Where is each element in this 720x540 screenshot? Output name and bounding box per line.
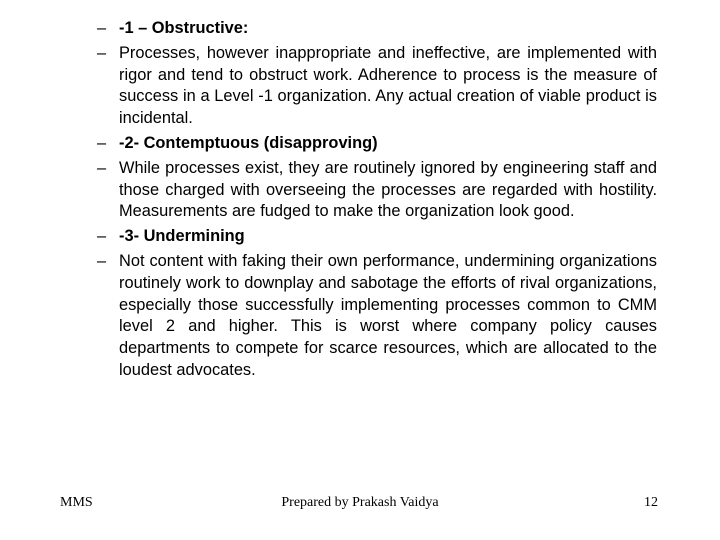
dash-bullet-marker: – — [97, 43, 107, 62]
bullet-text: While processes exist, they are routinely ignored by engineering staff and those charged with overseeing the processes are regarded with hostility. Measurements are fudged to make the organization look good. — [119, 158, 657, 221]
bullet-text: Processes, however inappropriate and ineffective, are implemented with rigor and tend to obstruct work. Adherence to process is the measure of success in a Level -1 organization. Any actual creation of viable product is incidental. — [119, 43, 657, 128]
bullet-text: Not content with faking their own performance, undermining organizations routinely work to downplay and sabotage the efforts of rival organizations, especially those successfully implementing processes common to CMM level 2 and higher. This is worst where company policy causes departments to compete for scarce resources, which are allocated to the loudest advocates. — [119, 251, 657, 379]
bullet-text: -2- Contemptuous (disapproving) — [119, 133, 378, 152]
footer-author: Prepared by Prakash Vaidya — [281, 495, 439, 510]
slide-body — [97, 18, 657, 385]
page-number: 12 — [644, 495, 658, 510]
bullet-undermining-description — [97, 251, 657, 382]
dash-bullet-marker: – — [97, 251, 107, 270]
bullet-contemptuous-description — [97, 158, 657, 223]
bullet-obstructive-description — [97, 43, 657, 130]
dash-bullet-marker: – — [97, 158, 107, 177]
dash-bullet-marker: – — [97, 19, 107, 37]
footer-left-label: MMS — [60, 495, 93, 510]
bullet-contemptuous-heading — [97, 133, 657, 155]
bullet-obstructive-heading — [97, 18, 657, 40]
bullet-text: -3- Undermining — [119, 227, 245, 246]
bullet-undermining-heading — [97, 226, 657, 248]
bullet-text: -1 – Obstructive: — [119, 19, 249, 37]
dash-bullet-marker: – — [97, 227, 107, 246]
dash-bullet-marker: – — [97, 133, 107, 152]
